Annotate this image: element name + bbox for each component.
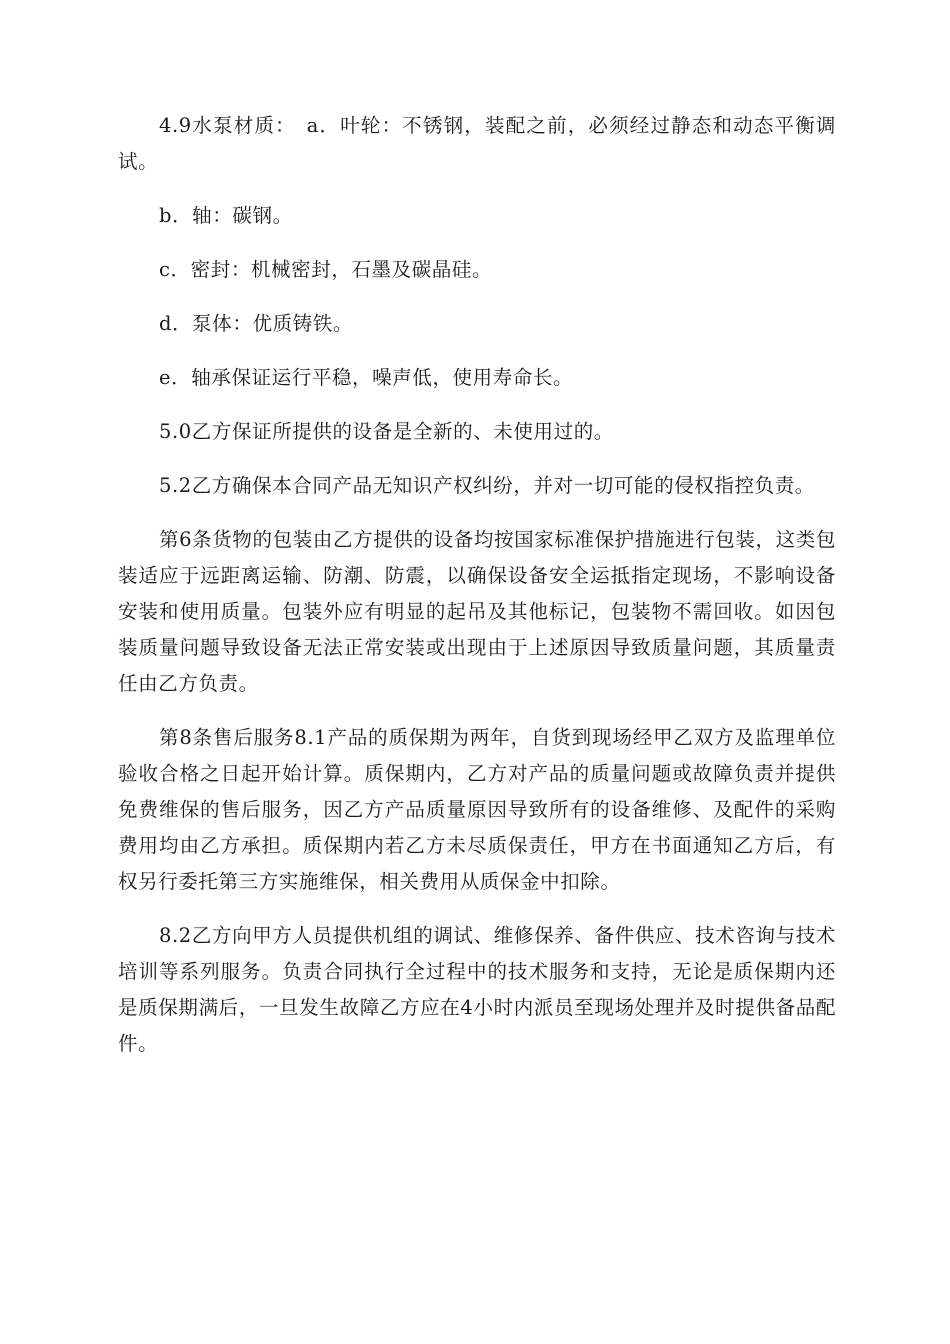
paragraph-pump-material: 4.9水泵材质： a．叶轮：不锈钢，装配之前，必须经过静态和动态平衡调试。: [118, 114, 836, 173]
paragraph-seal: c．密封：机械密封，石墨及碳晶硅。: [159, 258, 493, 281]
paragraph-shaft: b．轴：碳钢。: [159, 204, 293, 227]
paragraph-service-support: 8.2乙方向甲方人员提供机组的调试、维修保养、备件供应、技术咨询与技术培训等系列服务。负责合同执行全过程中的技术服务和支持，无论是质保期内还是质保期满后，一旦发生故障乙方应在4小时内派员至现场处理并及时提供备品配件。: [118, 924, 836, 1055]
paragraph-after-sales: 第8条售后服务8.1产品的质保期为两年，自货到现场经甲乙双方及监理单位验收合格之日起开始计算。质保期内，乙方对产品的质量问题或故障负责并提供免费维保的售后服务，因乙方产品质量原因导致所有的设备维修、及配件的采购费用均由乙方承担。质保期内若乙方未尽质保责任，甲方在书面通知乙方后，有权另行委托第三方实施维保，相关费用从质保金中扣除。: [118, 726, 836, 893]
document-page: [118, 108, 836, 1080]
paragraph-ip-rights: 5.2乙方确保本合同产品无知识产权纠纷，并对一切可能的侵权指控负责。: [159, 474, 815, 497]
paragraph-new-equipment: 5.0乙方保证所提供的设备是全新的、未使用过的。: [159, 420, 614, 443]
paragraph-bearing: e．轴承保证运行平稳，噪声低，使用寿命长。: [159, 366, 574, 389]
paragraph-packaging: 第6条货物的包装由乙方提供的设备均按国家标准保护措施进行包装，这类包装适应于远距离运输、防潮、防震，以确保设备安全运抵指定现场，不影响设备安装和使用质量。包装外应有明显的起吊及其他标记，包装物不需回收。如因包装质量问题导致设备无法正常安装或出现由于上述原因导致质量问题，其质量责任由乙方负责。: [118, 528, 836, 695]
paragraph-pump-body: d．泵体：优质铸铁。: [159, 312, 353, 335]
